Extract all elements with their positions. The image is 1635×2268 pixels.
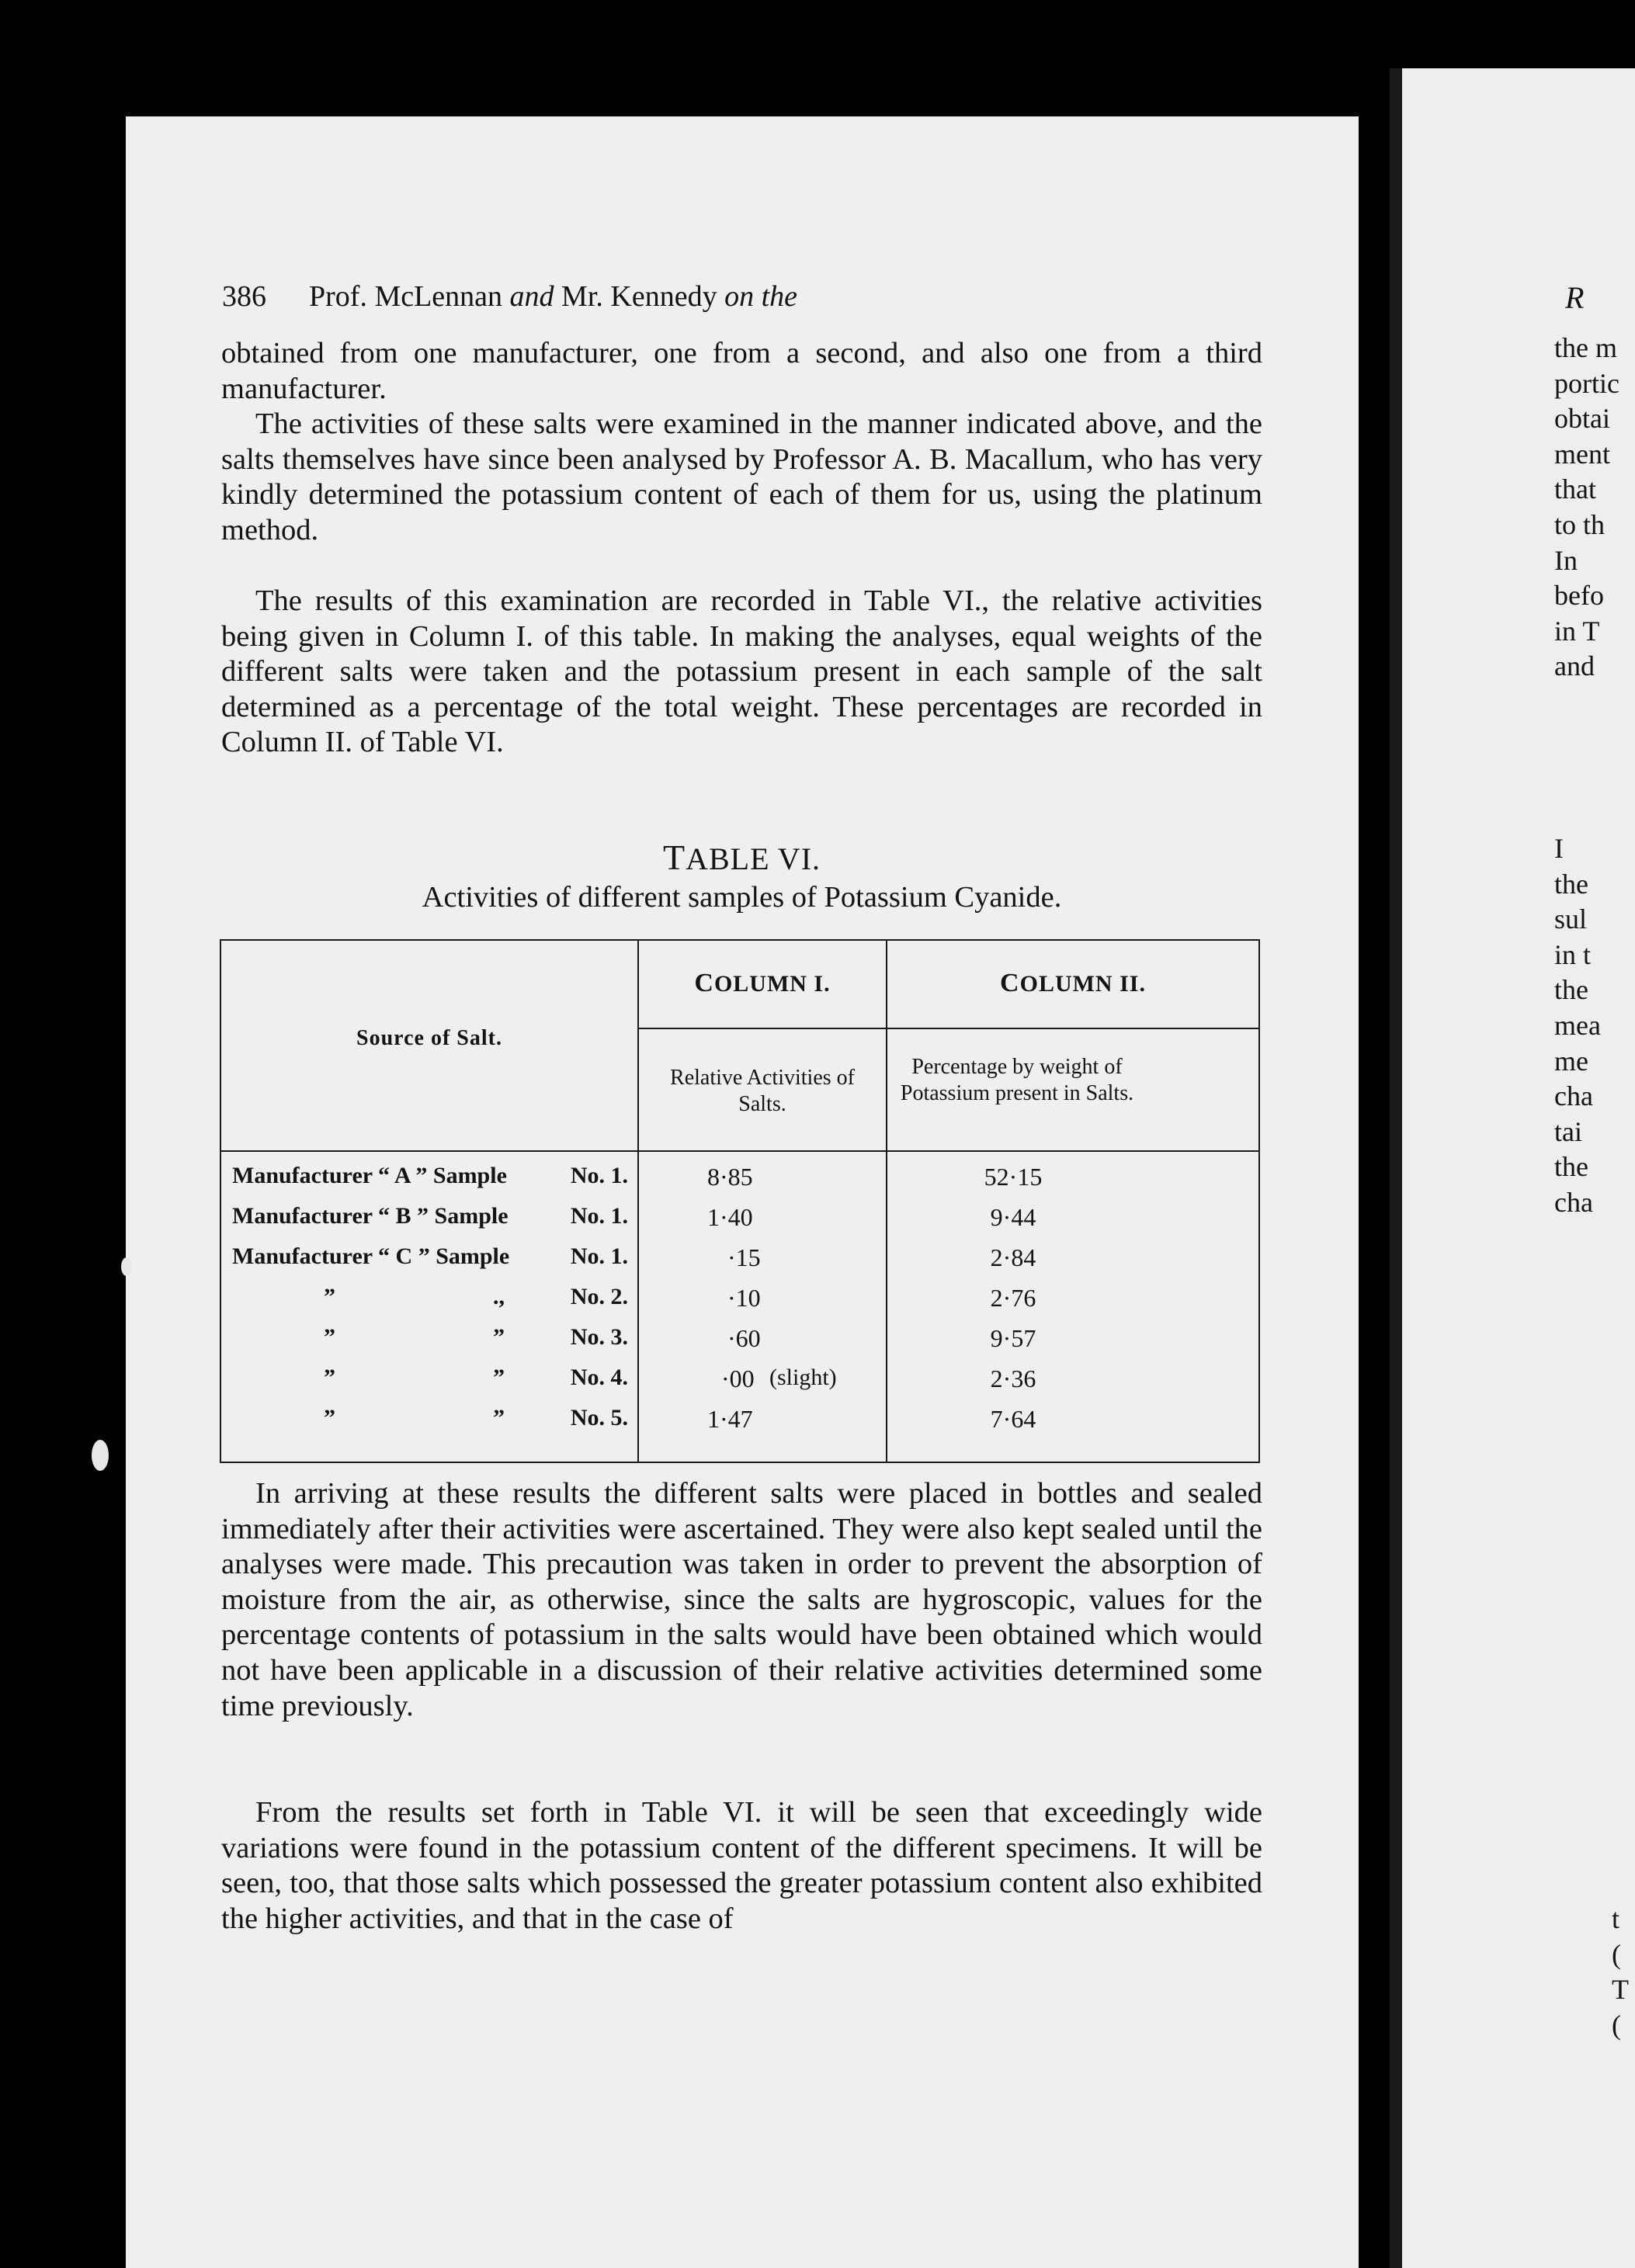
paragraph-5: From the results set forth in Table VI. it will be seen that exceedingly wide variations were found in the potassium content of the different specimens. It will be seen, too, that those salts which possessed the greater potassium content also exhibited the higher activities, and that in the case of bbox=[221, 1796, 1262, 1935]
paragraph-1: obtained from one manufacturer, one from a second, and also one from a third manufacturer. bbox=[221, 337, 1262, 405]
table-row: Manufacturer “ A ” Sample No. 1. 8·85 52·15 bbox=[221, 1163, 1258, 1203]
table-caption: Activities of different samples of Potassium Cyanide. bbox=[422, 881, 1062, 914]
page-number: 386 bbox=[222, 280, 266, 313]
source-header: Source of Salt. bbox=[356, 1026, 502, 1050]
table-row: Manufacturer “ B ” Sample No. 1. 1·40 9·44 bbox=[221, 1203, 1258, 1243]
paragraph-4: In arriving at these results the different salts were placed in bottles and sealed immediately after their activities were ascertained. They were also kept sealed until the analyses were made. This precaution was taken in order to prevent the absorption of moisture from the air, as otherwise, since the salts are hygroscopic, values for the percentage contents of potassium in the salts would have been obtained which would not have been applicable in a discussion of their relative activities determined some time previously. bbox=[221, 1477, 1262, 1722]
data-table bbox=[220, 939, 1260, 1463]
table-title: TABLE VI. bbox=[662, 837, 821, 877]
running-head bbox=[222, 279, 1130, 314]
page-speck bbox=[121, 1257, 132, 1276]
running-head-author-1: Prof. McLennan bbox=[309, 280, 503, 313]
row-percentage: 2·76 bbox=[990, 1284, 1036, 1312]
table-row: ” ” No. 3. ·60 9·57 bbox=[221, 1324, 1258, 1365]
table-rule bbox=[221, 1150, 1258, 1152]
row-percentage: 9·44 bbox=[990, 1203, 1036, 1231]
column-1-header: COLUMN I. bbox=[694, 969, 831, 997]
row-percentage: 2·84 bbox=[990, 1243, 1036, 1271]
running-head-author-2: Mr. Kennedy bbox=[561, 280, 717, 313]
facing-text-middle: I the sul in t the mea me cha tai the cha bbox=[1554, 833, 1601, 1218]
table-row: ” ” No. 5. 1·47 7·64 bbox=[221, 1405, 1258, 1445]
table-row: ” ” No. 4. ·00 (slight) 2·36 bbox=[221, 1365, 1258, 1405]
page-speck bbox=[92, 1440, 109, 1471]
row-percentage: 2·36 bbox=[990, 1365, 1036, 1392]
running-head-and: and bbox=[509, 280, 554, 313]
facing-text-top: the m portic obtai ment that to th In befo in T and bbox=[1554, 332, 1619, 682]
table-rule bbox=[637, 1028, 1258, 1029]
column-2-header: COLUMN II. bbox=[1000, 969, 1146, 997]
row-percentage: 9·57 bbox=[990, 1324, 1036, 1352]
table-row: ., ” No. 2. ·10 2·76 bbox=[221, 1284, 1258, 1324]
column-2-subheader: Percentage by weight of Potassium present in Salts. bbox=[900, 1055, 1134, 1105]
book-page-right bbox=[1390, 68, 1635, 2268]
table-row: Manufacturer “ C ” Sample No. 1. ·15 2·84 bbox=[221, 1243, 1258, 1284]
row-percentage: 7·64 bbox=[990, 1405, 1036, 1433]
column-1-subheader: Relative Activities of Salts. bbox=[670, 1066, 855, 1116]
facing-text-bottom: t ( T ( bbox=[1612, 1903, 1629, 2041]
running-head-suffix: on the bbox=[724, 280, 798, 313]
paragraph-3: The results of this examination are recorded in Table VI., the relative activities being given in Column I. of this table. In making the analyses, equal weights of the different salts were taken and the potassium present in each sample of the salt determined as a percentage of the total weight. These percentages are recorded in Column II. of Table VI. bbox=[221, 584, 1262, 759]
facing-running-head: R bbox=[1565, 280, 1585, 315]
paragraph-2: The activities of these salts were examined in the manner indicated above, and the salts themselves have since been analysed by Professor A. B. Macallum, who has very kindly determined the potassium content of each of them for us, using the platinum method. bbox=[221, 407, 1262, 546]
row-percentage: 52·15 bbox=[984, 1163, 1043, 1191]
